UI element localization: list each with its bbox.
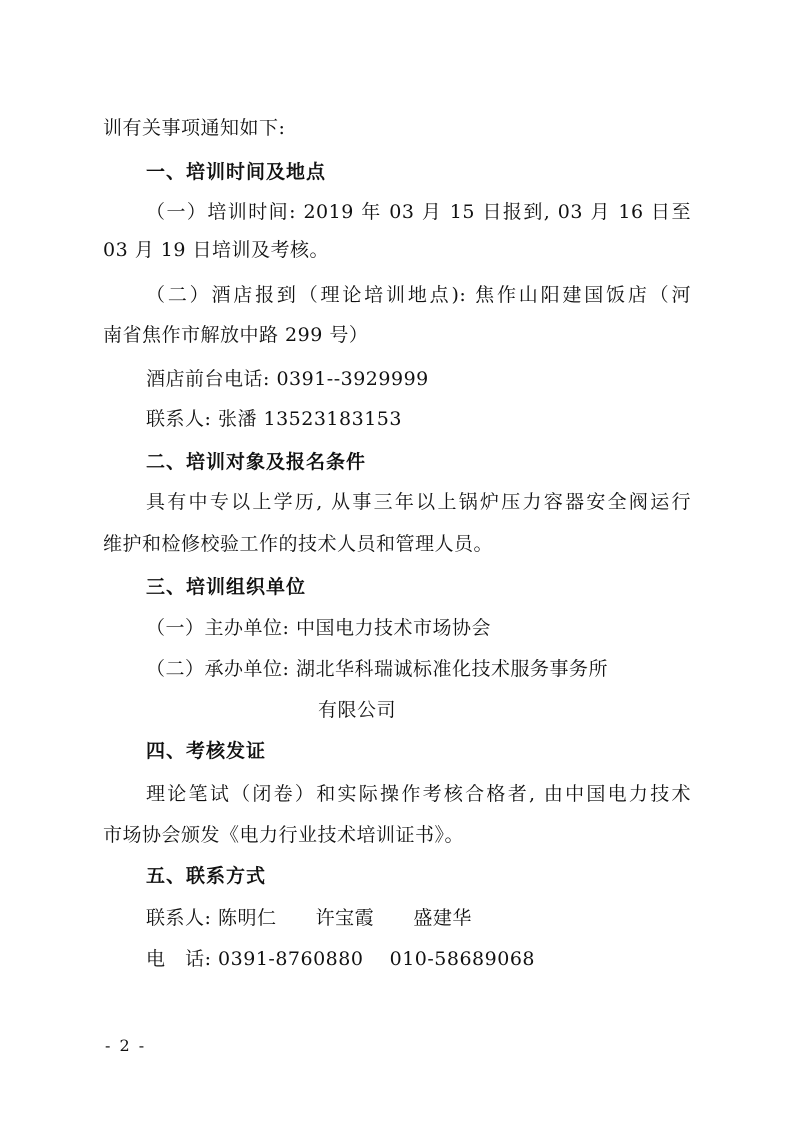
section-heading-target: 二、培训对象及报名条件 — [146, 451, 367, 473]
organizer-line: （一）主办单位: 中国电力技术市场协会 — [146, 617, 491, 639]
section-heading-organizers: 三、培训组织单位 — [146, 576, 307, 598]
paragraph-line: 市场协会颁发《电力行业技术培训证书》。 — [103, 824, 465, 846]
section-heading-contact: 五、联系方式 — [146, 865, 267, 887]
section-heading-certificate: 四、考核发证 — [146, 740, 267, 762]
intro-line: 训有关事项通知如下: — [103, 117, 286, 139]
paragraph-line: 理论笔试（闭卷）和实际操作考核合格者, 由中国电力技术 — [146, 783, 691, 805]
paragraph-line: （一）培训时间: 2019 年 03 月 15 日报到, 03 月 16 日至 — [146, 201, 691, 223]
phones-line: 电 话: 0391-8760880 010-58689068 — [146, 948, 536, 970]
page-number: - 2 - — [105, 1036, 147, 1055]
paragraph-line: （二）酒店报到（理论培训地点): 焦作山阳建国饭店（河 — [146, 284, 691, 306]
co-organizer-line: （二）承办单位: 湖北华科瑞诚标准化技术服务事务所 — [146, 658, 608, 680]
paragraph-line: 南省焦作市解放中路 299 号） — [103, 324, 369, 346]
paragraph-line: 维护和检修校验工作的技术人员和管理人员。 — [103, 533, 494, 555]
hotel-phone-line: 酒店前台电话: 0391--3929999 — [146, 368, 429, 390]
paragraph-line: 具有中专以上学历, 从事三年以上锅炉压力容器安全阀运行 — [146, 491, 691, 513]
contact-line: 联系人: 张潘 13523183153 — [146, 408, 402, 430]
contacts-line: 联系人: 陈明仁 许宝霞 盛建华 — [146, 907, 472, 929]
co-organizer-continued: 有限公司 — [318, 699, 397, 721]
paragraph-line: 03 月 19 日培训及考核。 — [103, 239, 329, 261]
section-heading-time-location: 一、培训时间及地点 — [146, 161, 327, 183]
